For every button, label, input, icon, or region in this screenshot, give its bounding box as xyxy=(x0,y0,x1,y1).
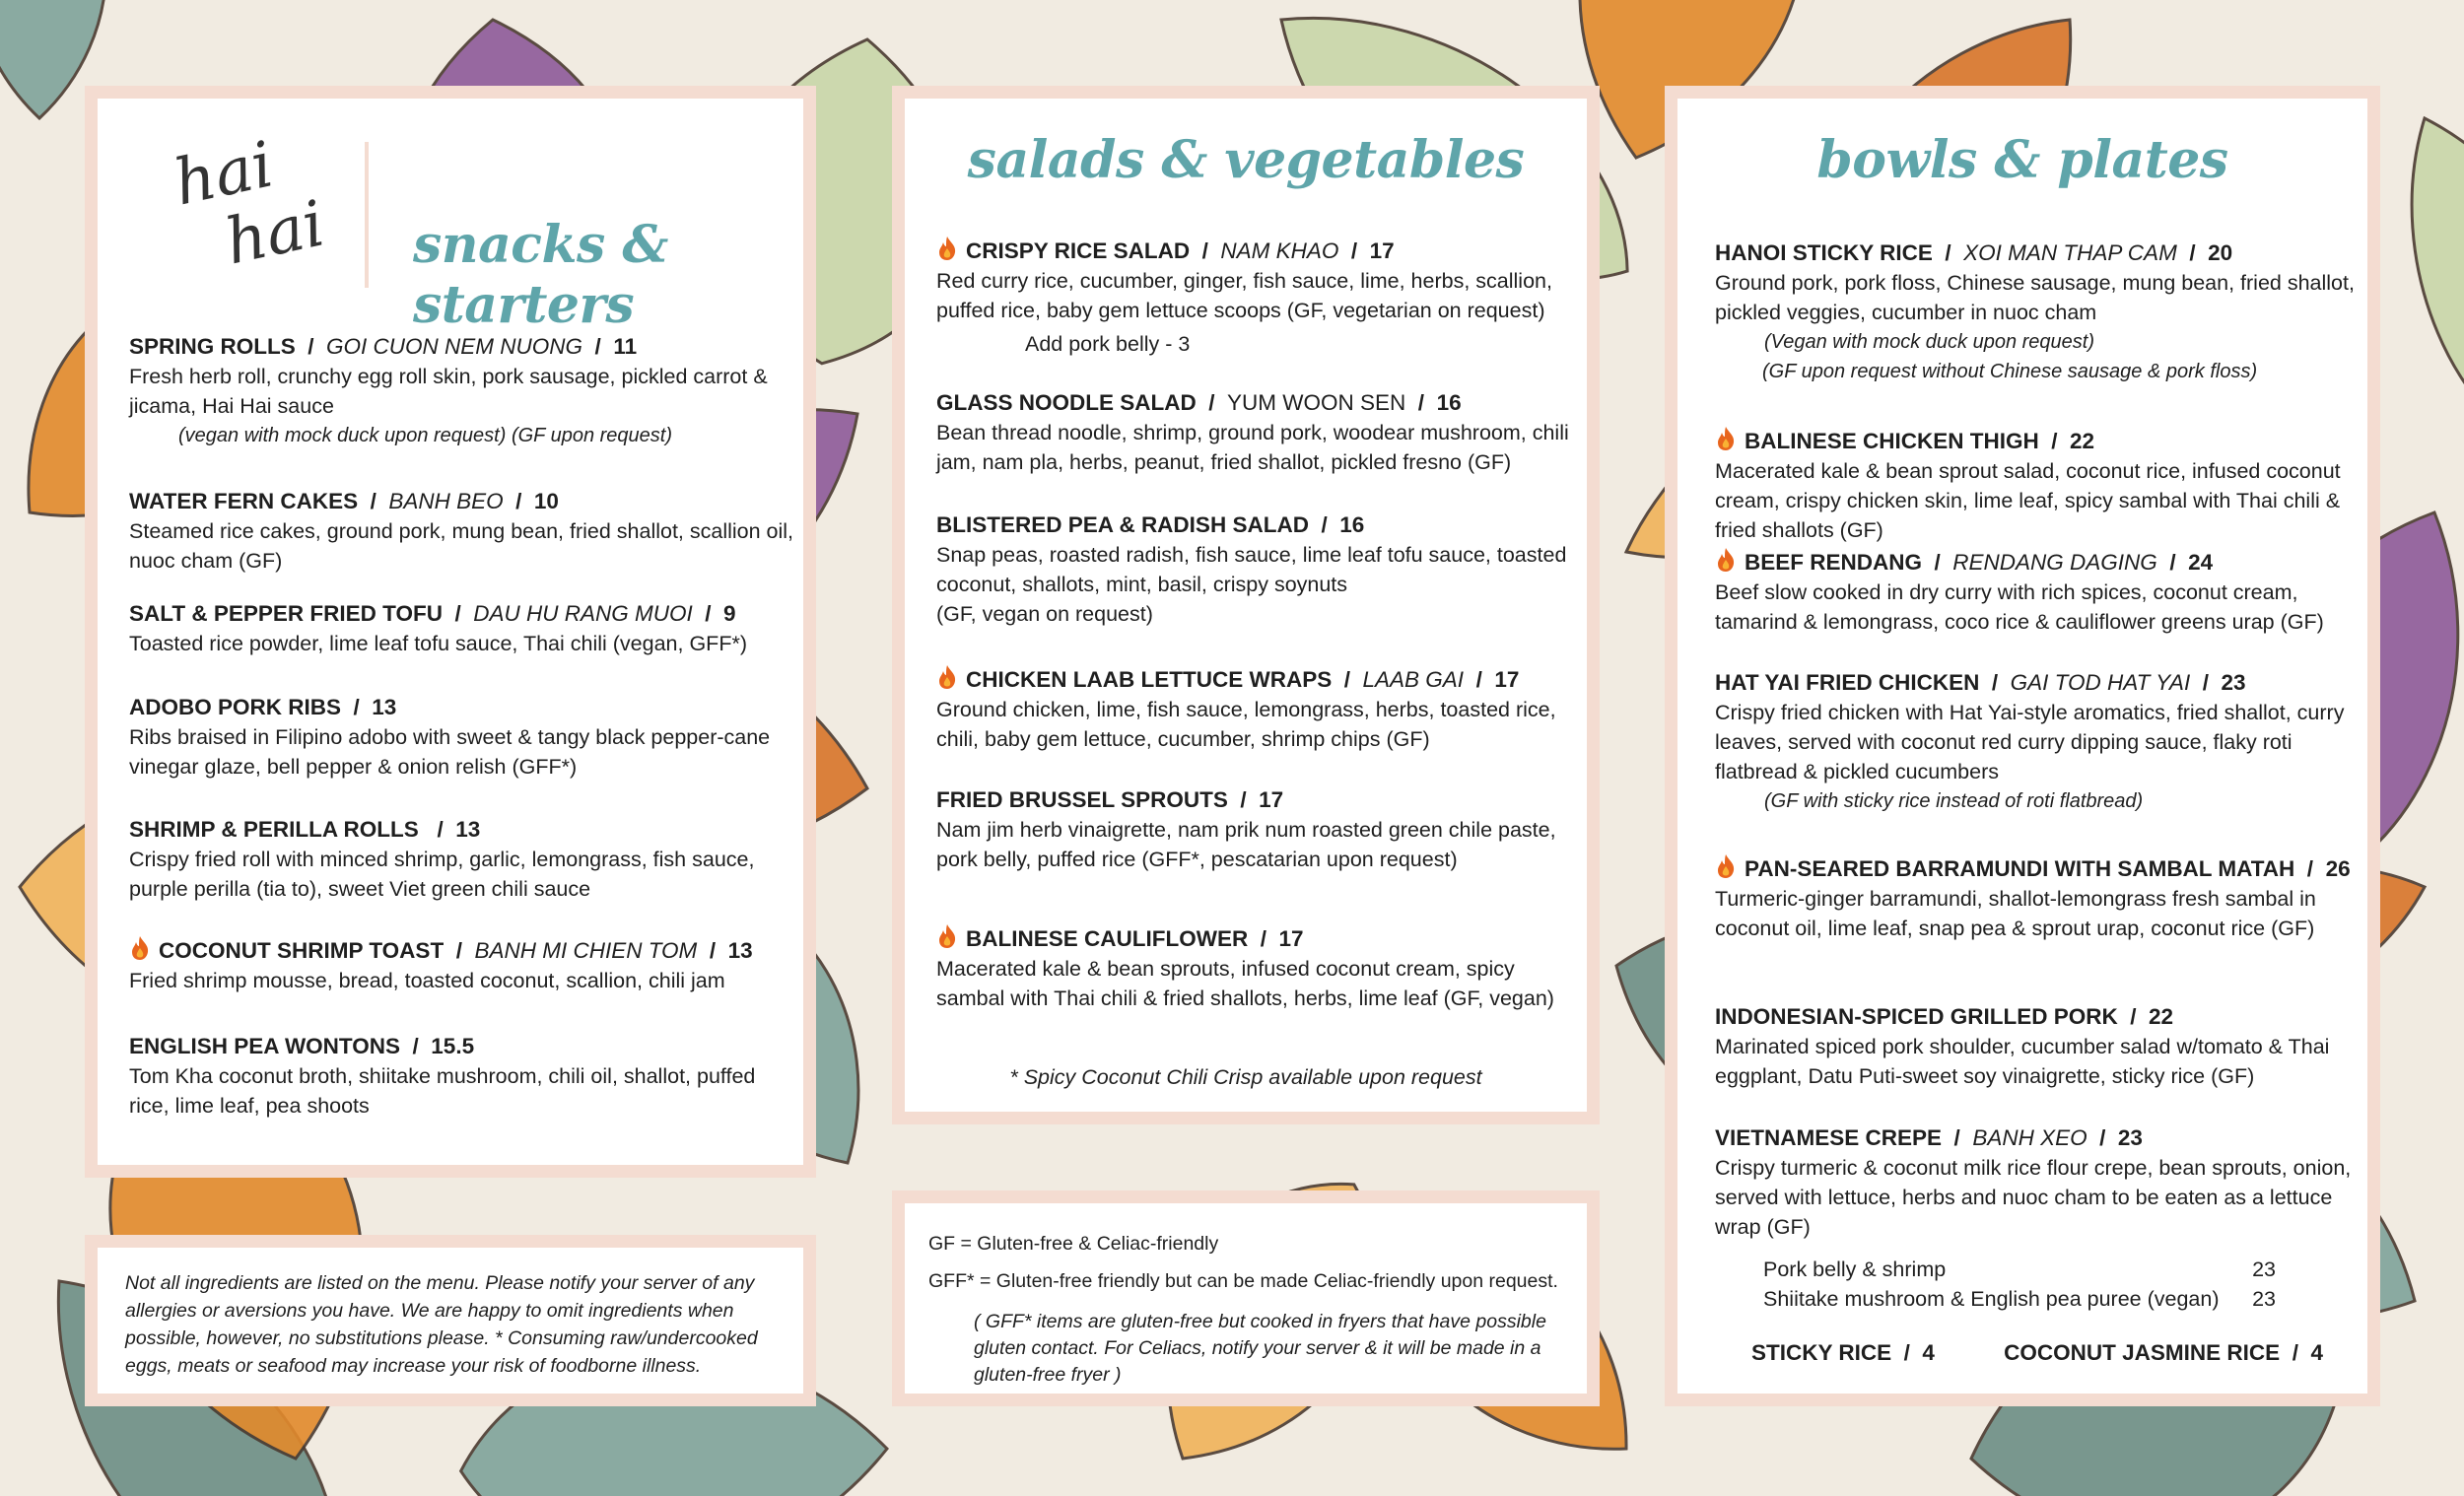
side-name: COCONUT JASMINE RICE xyxy=(2004,1340,2281,1365)
item-price: 15.5 xyxy=(431,1034,475,1058)
item-sep: / xyxy=(1979,670,2011,695)
menu-item xyxy=(129,693,799,782)
item-description: Crispy fried roll with minced shrimp, garlic, lemongrass, fish sauce, purple perilla (tia to), sweet Viet green chili sauce xyxy=(129,848,755,901)
item-native-name: RENDANG DAGING xyxy=(1952,550,2157,575)
item-description: Ground pork, pork floss, Chinese sausage, mung bean, fried shallot, pickled veggies, cucumber in nuoc cham xyxy=(1715,271,2355,324)
menu-item xyxy=(936,388,1587,477)
item-description: Macerated kale & bean sprout salad, coconut rice, infused coconut cream, crispy chicken skin, lime leaf, spicy sambal with Thai chili & fried shallots (GF) xyxy=(1715,459,2341,542)
item-description: Crispy turmeric & coconut milk rice flour crepe, bean sprouts, onion, served with lettuce, herbs and nuoc cham to be eaten as a lettuce wrap (GF) xyxy=(1715,1156,2352,1239)
item-sep: / xyxy=(2087,1125,2118,1150)
snacks-panel xyxy=(85,86,816,1178)
chili-crisp-footnote: * Spicy Coconut Chili Crisp available upon request xyxy=(1009,1065,1482,1089)
gf-legend: GF = Gluten-free & Celiac-friendly xyxy=(928,1233,1219,1255)
item-sep: / xyxy=(2176,240,2209,265)
spicy-flame-icon xyxy=(1715,853,1737,879)
side-price: 4 xyxy=(1922,1340,1935,1365)
sides-row xyxy=(1751,1340,2323,1366)
item-sep: / xyxy=(1464,667,1495,692)
item-native-name: YUM WOON SEN xyxy=(1227,390,1406,415)
item-name: BALINESE CAULIFLOWER xyxy=(966,926,1249,951)
item-header xyxy=(1715,426,2365,456)
gff-note: ( GFF* items are gluten-free but cooked in fryers that have possible gluten contact. For Celiacs, notify your server & it will be made in a gluten-free fryer ) xyxy=(974,1311,1546,1386)
item-note: (GF with sticky rice instead of roti flatbread) xyxy=(1764,790,2144,812)
item-sep: / xyxy=(503,489,534,513)
spicy-flame-icon xyxy=(936,664,958,690)
crepe-option-row xyxy=(1763,1287,2276,1317)
item-header xyxy=(1715,547,2365,578)
item-header xyxy=(129,487,799,516)
item-description: Fresh herb roll, crunchy egg roll skin, pork sausage, pickled carrot & jicama, Hai Hai sauce xyxy=(129,365,768,418)
item-name: CRISPY RICE SALAD xyxy=(966,238,1191,263)
crepe-option-price: 23 xyxy=(2252,1258,2276,1281)
item-native-name: NAM KHAO xyxy=(1220,238,1339,263)
spicy-flame-icon xyxy=(936,236,958,261)
item-description: Bean thread noodle, shrimp, ground pork, woodear mushroom, chili jam, nam pla, herbs, peanut, fried shallot, pickled fresno (GF) xyxy=(936,421,1569,474)
item-native-name: BANH XEO xyxy=(1972,1125,2088,1150)
menu-item xyxy=(129,935,799,995)
item-header xyxy=(1715,1123,2365,1153)
spicy-flame-icon xyxy=(129,935,151,961)
item-price: 17 xyxy=(1369,238,1395,263)
item-description: Nam jim herb vinaigrette, nam prik num roasted green chile paste, pork belly, puffed rice (GFF*, pescatarian upon request) xyxy=(936,818,1556,871)
item-name: SHRIMP & PERILLA ROLLS xyxy=(129,817,426,842)
menu-item xyxy=(129,1032,799,1121)
item-price: 24 xyxy=(2188,550,2214,575)
item-header xyxy=(936,510,1587,540)
item-price: 13 xyxy=(455,817,481,842)
item-name: HANOI STICKY RICE xyxy=(1715,240,1933,265)
item-price: 23 xyxy=(2117,1125,2143,1150)
logo-word-top: hai xyxy=(168,128,280,221)
item-header xyxy=(129,332,799,362)
item-description: Marinated spiced pork shoulder, cucumber salad w/tomato & Thai eggplant, Datu Puti-sweet soy vinaigrette, sticky rice (GF) xyxy=(1715,1035,2330,1088)
item-price: 10 xyxy=(533,489,559,513)
crepe-option-label: Pork belly & shrimp xyxy=(1763,1258,1947,1281)
item-native-name: BANH BEO xyxy=(388,489,504,513)
menu-item xyxy=(936,510,1587,629)
item-price: 16 xyxy=(1339,512,1365,537)
menu-item xyxy=(936,785,1587,874)
item-note: (GF upon request without Chinese sausage & pork floss) xyxy=(1762,361,2258,382)
item-price: 17 xyxy=(1259,787,1284,812)
menu-item xyxy=(1715,1123,2365,1242)
menu-item xyxy=(936,923,1587,1013)
item-sep: / xyxy=(1338,238,1370,263)
item-description: Ground chicken, lime, fish sauce, lemongrass, herbs, toasted rice, chili, baby gem lettuce, cucumber, shrimp chips (GF) xyxy=(936,698,1556,751)
item-native-name: DAU HU RANG MUOI xyxy=(473,601,693,626)
item-header xyxy=(129,815,799,845)
item-sep: / xyxy=(1942,1125,1973,1150)
menu-item xyxy=(936,236,1587,359)
item-name: VIETNAMESE CREPE xyxy=(1715,1125,1943,1150)
menu-item xyxy=(1715,238,2365,386)
item-name: BLISTERED PEA & RADISH SALAD xyxy=(936,512,1309,537)
menu-item xyxy=(1715,1002,2365,1091)
item-header xyxy=(936,923,1587,954)
item-header xyxy=(1715,853,2365,884)
item-description-extra: (GF, vegan on request) xyxy=(936,602,1153,626)
item-sep: / xyxy=(295,334,327,359)
item-description: Snap peas, roasted radish, fish sauce, lime leaf tofu sauce, toasted coconut, shallots, mint, basil, crispy soynuts xyxy=(936,543,1567,596)
item-note: (vegan with mock duck upon request) (GF upon request) xyxy=(178,425,672,446)
item-header xyxy=(936,388,1587,418)
item-price: 20 xyxy=(2208,240,2233,265)
menu-item xyxy=(1715,853,2365,943)
hai-hai-logo xyxy=(168,128,331,280)
item-sep: / xyxy=(358,489,389,513)
item-header xyxy=(1715,238,2365,268)
item-price: 9 xyxy=(723,601,736,626)
item-description: Red curry rice, cucumber, ginger, fish sauce, lime, herbs, scallion, puffed rice, baby gem lettuce scoops (GF, vegetarian on request) xyxy=(936,269,1552,322)
item-sep: / xyxy=(1308,512,1340,537)
crepe-options xyxy=(1763,1258,2276,1317)
item-sep: / xyxy=(582,334,614,359)
spicy-flame-icon xyxy=(1715,547,1737,573)
item-price: 17 xyxy=(1494,667,1520,692)
item-addon: Add pork belly - 3 xyxy=(1025,332,1191,356)
item-description: Ribs braised in Filipino adobo with sweet & tangy black pepper-cane vinegar glaze, bell pepper & onion relish (GFF*) xyxy=(129,725,771,779)
item-description: Steamed rice cakes, ground pork, mung bean, fried shallot, scallion oil, nuoc cham (GF) xyxy=(129,519,794,573)
item-sep: / xyxy=(1932,240,1964,265)
item-name: SPRING ROLLS xyxy=(129,334,296,359)
item-description: Macerated kale & bean sprouts, infused coconut cream, spicy sambal with Thai chili & fried shallots, herbs, lime leaf (GF, vegan) xyxy=(936,957,1554,1010)
item-name: BALINESE CHICKEN THIGH xyxy=(1745,429,2039,453)
side-price: 4 xyxy=(2310,1340,2323,1365)
menu-item xyxy=(1715,426,2365,545)
item-header xyxy=(936,785,1587,815)
salads-panel xyxy=(892,86,1600,1124)
item-name: HAT YAI FRIED CHICKEN xyxy=(1715,670,1980,695)
allergy-disclaimer: Not all ingredients are listed on the menu. Please notify your server of any allergies or aversions you have. We are happy to omit ingredients when possible, however, no substitutions please. * Consuming raw/undercooked eggs, meats or seafood may increase your risk of foodborne illness. xyxy=(125,1272,758,1377)
item-name: SALT & PEPPER FRIED TOFU xyxy=(129,601,443,626)
item-header xyxy=(1715,668,2365,698)
menu-item xyxy=(1715,668,2365,816)
item-native-name: GAI TOD HAT YAI xyxy=(2010,670,2191,695)
item-note: (Vegan with mock duck upon request) xyxy=(1764,331,2094,353)
item-price: 13 xyxy=(727,938,753,963)
item-name: COCONUT SHRIMP TOAST xyxy=(159,938,445,963)
item-sep: / xyxy=(1227,787,1260,812)
item-sep: / xyxy=(425,817,456,842)
item-name: INDONESIAN-SPICED GRILLED PORK xyxy=(1715,1004,2118,1029)
item-name: BEEF RENDANG xyxy=(1745,550,1923,575)
item-sep: / xyxy=(341,695,373,719)
item-sep: / xyxy=(2294,856,2326,881)
item-name: FRIED BRUSSEL SPROUTS xyxy=(936,787,1228,812)
item-header xyxy=(936,236,1587,266)
menu-item xyxy=(936,664,1587,754)
item-header xyxy=(129,935,799,966)
item-header xyxy=(129,599,799,629)
side-item xyxy=(2004,1340,2323,1366)
item-name: CHICKEN LAAB LETTUCE WRAPS xyxy=(966,667,1333,692)
spicy-flame-icon xyxy=(936,923,958,949)
item-header xyxy=(1715,1002,2365,1032)
item-sep: / xyxy=(1332,667,1363,692)
item-native-name: BANH MI CHIEN TOM xyxy=(474,938,698,963)
item-price: 22 xyxy=(2070,429,2095,453)
item-header xyxy=(129,1032,799,1061)
item-sep: / xyxy=(1196,390,1228,415)
item-header xyxy=(936,664,1587,695)
menu-item xyxy=(129,332,799,450)
item-sep: / xyxy=(697,938,728,963)
item-native-name: XOI MAN THAP CAM xyxy=(1963,240,2177,265)
menu-item xyxy=(129,599,799,658)
snacks-title: snacks & starters xyxy=(413,215,668,335)
crepe-option-price: 23 xyxy=(2252,1287,2276,1311)
logo-divider xyxy=(365,142,369,288)
item-sep: / xyxy=(2038,429,2071,453)
item-description: Fried shrimp mousse, bread, toasted coconut, scallion, chili jam xyxy=(129,969,725,992)
item-name: GLASS NOODLE SALAD xyxy=(936,390,1197,415)
menu-item xyxy=(129,487,799,576)
item-sep: / xyxy=(1405,390,1437,415)
bowls-title: bowls & plates xyxy=(1816,130,2228,190)
item-price: 16 xyxy=(1436,390,1462,415)
item-price: 13 xyxy=(372,695,397,719)
crepe-option-label: Shiitake mushroom & English pea puree (vegan) xyxy=(1763,1287,2220,1311)
menu-item xyxy=(1715,547,2365,637)
item-price: 11 xyxy=(613,334,638,359)
item-sep: / xyxy=(400,1034,432,1058)
item-description: Beef slow cooked in dry curry with rich spices, coconut cream, tamarind & lemongrass, coco rice & cauliflower greens urap (GF) xyxy=(1715,580,2324,634)
item-sep: / xyxy=(692,601,723,626)
spicy-flame-icon xyxy=(1715,426,1737,451)
item-sep: / xyxy=(1922,550,1953,575)
item-price: 23 xyxy=(2221,670,2246,695)
salads-title: salads & vegetables xyxy=(967,130,1525,190)
item-sep: / xyxy=(2117,1004,2150,1029)
item-sep: / xyxy=(1190,238,1221,263)
item-name: ENGLISH PEA WONTONS xyxy=(129,1034,401,1058)
item-sep: / xyxy=(444,938,475,963)
item-sep: / xyxy=(1248,926,1279,951)
item-name: ADOBO PORK RIBS xyxy=(129,695,342,719)
item-description: Crispy fried chicken with Hat Yai-style aromatics, fried shallot, curry leaves, served with coconut red curry dipping sauce, flaky roti flatbread & pickled cucumbers xyxy=(1715,701,2345,783)
item-price: 17 xyxy=(1278,926,1304,951)
side-sep: / xyxy=(1897,1340,1917,1365)
item-native-name: LAAB GAI xyxy=(1362,667,1465,692)
menu-item xyxy=(129,815,799,904)
side-sep: / xyxy=(2286,1340,2305,1365)
item-name: WATER FERN CAKES xyxy=(129,489,359,513)
item-description: Toasted rice powder, lime leaf tofu sauce, Thai chili (vegan, GFF*) xyxy=(129,632,747,655)
side-item xyxy=(1751,1340,1935,1365)
logo-word-bottom: hai xyxy=(219,187,331,280)
bowls-panel xyxy=(1665,86,2380,1406)
side-name: STICKY RICE xyxy=(1751,1340,1892,1365)
gluten-legend-panel xyxy=(892,1190,1600,1406)
item-name: PAN-SEARED BARRAMUNDI WITH SAMBAL MATAH xyxy=(1745,856,2295,881)
item-sep: / xyxy=(2156,550,2189,575)
item-description: Turmeric-ginger barramundi, shallot-lemongrass fresh sambal in coconut oil, lime leaf, snap pea & sprout urap, coconut rice (GF) xyxy=(1715,887,2316,940)
crepe-option-row xyxy=(1763,1258,2276,1287)
item-price: 22 xyxy=(2149,1004,2174,1029)
item-header xyxy=(129,693,799,722)
allergy-disclaimer-panel xyxy=(85,1235,816,1406)
item-sep: / xyxy=(2190,670,2222,695)
item-price: 26 xyxy=(2325,856,2351,881)
item-native-name: GOI CUON NEM NUONG xyxy=(326,334,583,359)
item-description: Tom Kha coconut broth, shiitake mushroom, chili oil, shallot, puffed rice, lime leaf, pea shoots xyxy=(129,1064,756,1118)
item-sep: / xyxy=(442,601,474,626)
gff-legend: GFF* = Gluten-free friendly but can be made Celiac-friendly upon request. xyxy=(928,1270,1558,1292)
